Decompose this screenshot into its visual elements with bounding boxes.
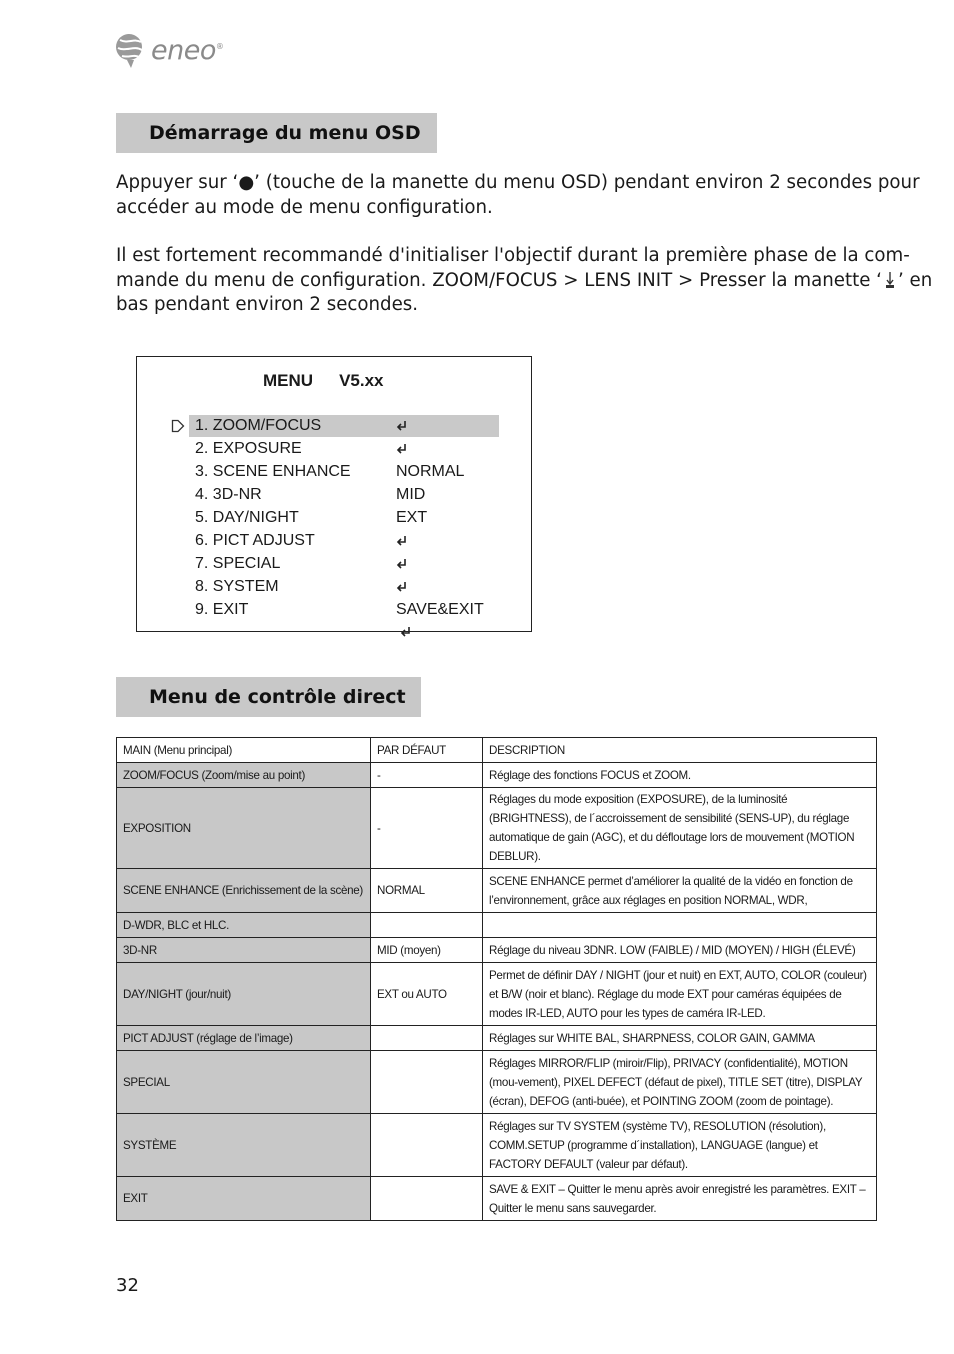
lens-line-3: bas pendant environ 2 secondes. (116, 294, 419, 315)
lens-line-2: mande du menu de configuration. ZOOM/FOCUS > LENS INIT > Presser la manette ‘ ’ en (116, 269, 933, 291)
table-row (117, 938, 877, 963)
cell-main: PICT ADJUST (réglage de l’image) (117, 1026, 371, 1051)
osd-item-label: 4. 3D-NR (195, 486, 262, 503)
cell-description: Permet de définir DAY / NIGHT (jour et nuit) en EXT, AUTO, COLOR (couleur) et B/W (noir et blanc). Réglage du mode EXT pour caméras équipées de modes IR-LED, AUTO pour les types de caméra IR-LED. (483, 963, 877, 1026)
intro-paragraph (116, 171, 920, 220)
table-row (117, 869, 877, 913)
osd-item-label: 6. PICT ADJUST (195, 532, 315, 549)
osd-item-value (396, 576, 408, 598)
cell-main: ZOOM/FOCUS (Zoom/mise au point) (117, 763, 371, 788)
cell-description: SCENE ENHANCE permet d’améliorer la qualité de la vidéo en fonction de l’environnement, grâce aux réglages en position NORMAL, WDR, (483, 869, 877, 913)
table-row (117, 1177, 877, 1221)
table-row (117, 963, 877, 1026)
table-row (117, 1114, 877, 1177)
osd-item-value (396, 415, 408, 437)
cell-default: NORMAL (371, 869, 483, 913)
enter-icon (396, 578, 408, 595)
osd-menu-item (189, 484, 499, 506)
cell-main: SPECIAL (117, 1051, 371, 1114)
osd-item-label: 2. EXPOSURE (195, 440, 302, 457)
osd-menu-item (189, 438, 499, 460)
table-header-row (117, 738, 877, 763)
osd-item-label: 9. EXIT (195, 601, 249, 618)
osd-menu-title: MENU V5.xx (263, 371, 384, 390)
table-row (117, 1051, 877, 1114)
cell-main: 3D-NR (117, 938, 371, 963)
brand-wordmark: eneo® (151, 34, 224, 66)
cell-default: - (371, 788, 483, 869)
eneo-logo-icon (114, 30, 148, 70)
cell-default (371, 1051, 483, 1114)
cell-description: Réglages sur TV SYSTEM (système TV), RESOLUTION (résolution), COMM.SETUP (programme d´installation), LANGUAGE (langue) et FACTORY DEFAULT (valeur par défaut). (483, 1114, 877, 1177)
cell-description: SAVE & EXIT – Quitter le menu après avoir enregistré les paramètres. EXIT – Quitter le menu sans sauvegarder. (483, 1177, 877, 1221)
intro-line-1: Appuyer sur ‘●’ (touche de la manette du menu OSD) pendant environ 2 secondes pour (116, 172, 920, 193)
osd-menu-screen (136, 356, 532, 632)
cell-main: EXPOSITION (117, 788, 371, 869)
osd-menu-item (189, 461, 499, 483)
cell-main: D-WDR, BLC et HLC. (117, 913, 371, 938)
enter-icon (396, 555, 408, 572)
brand-logo (114, 30, 223, 70)
cell-default (371, 913, 483, 938)
osd-item-label: 7. SPECIAL (195, 555, 281, 572)
cell-default: - (371, 763, 483, 788)
osd-menu-item (189, 553, 499, 575)
osd-item-label: 8. SYSTEM (195, 578, 279, 595)
cell-main: SCENE ENHANCE (Enrichissement de la scène) (117, 869, 371, 913)
enter-icon (396, 440, 408, 457)
page-number: 32 (116, 1275, 139, 1296)
osd-item-value: EXT (396, 509, 428, 526)
cell-default (371, 1026, 483, 1051)
osd-menu-item (189, 507, 499, 529)
section-heading-direct-control: Menu de contrôle direct (116, 677, 421, 717)
osd-menu-item (189, 530, 499, 552)
osd-item-label: 5. DAY/NIGHT (195, 509, 299, 526)
cell-description: Réglage du niveau 3DNR. LOW (FAIBLE) / MID (MOYEN) / HIGH (ÉLEVÉ) (483, 938, 877, 963)
cell-main: DAY/NIGHT (jour/nuit) (117, 963, 371, 1026)
osd-menu-item (189, 576, 499, 598)
osd-menu-item (189, 599, 499, 621)
osd-item-value (396, 438, 408, 460)
table-row (117, 1026, 877, 1051)
header-default: PAR DÉFAUT (371, 738, 483, 763)
table-row (117, 788, 877, 869)
header-description: DESCRIPTION (483, 738, 877, 763)
menu-cursor-icon (171, 419, 185, 433)
osd-item-value: NORMAL (396, 463, 465, 480)
cell-main: SYSTÈME (117, 1114, 371, 1177)
osd-item-value (396, 530, 408, 552)
osd-item-value (396, 553, 408, 575)
cell-default: EXT ou AUTO (371, 963, 483, 1026)
osd-item-value: MID (396, 486, 426, 503)
enter-icon (396, 417, 408, 434)
section-heading-osd: Démarrage du menu OSD (116, 113, 437, 153)
cell-description: Réglages du mode exposition (EXPOSURE), de la luminosité (BRIGHTNESS), de l´accroissement de sensibilité (SENS-UP), du réglage automatique de gain (AGC), et du défloutage lors de mouvement (MOTION DEBLUR). (483, 788, 877, 869)
cell-default: MID (moyen) (371, 938, 483, 963)
enter-icon (396, 532, 408, 549)
osd-item-label: 1. ZOOM/FOCUS (195, 417, 322, 434)
lens-init-paragraph (116, 244, 933, 318)
osd-item-label: 3. SCENE ENHANCE (195, 463, 351, 480)
lens-line-1: Il est fortement recommandé d'initialiser l'objectif durant la première phase de la com- (116, 245, 910, 266)
cell-main: EXIT (117, 1177, 371, 1221)
osd-menu-item (189, 415, 499, 437)
table-row (117, 763, 877, 788)
cell-default (371, 1177, 483, 1221)
enter-icon (400, 623, 412, 640)
cell-default (371, 1114, 483, 1177)
intro-line-2: accéder au mode de menu configuration. (116, 196, 493, 218)
cell-description: Réglages MIRROR/FLIP (miroir/Flip), PRIVACY (confidentialité), MOTION (mou-vement), PIXEL DEFECT (défaut de pixel), TITLE SET (titre), DISPLAY (écran), DEFOG (anti-buée), et POINTING ZOOM (zoom de pointage). (483, 1051, 877, 1114)
joystick-down-icon (884, 271, 896, 289)
cell-description: Réglages sur WHITE BAL, SHARPNESS, COLOR GAIN, GAMMA (483, 1026, 877, 1051)
header-main: MAIN (Menu principal) (117, 738, 371, 763)
direct-control-table (116, 737, 877, 1221)
osd-item-value: SAVE&EXIT (396, 599, 499, 648)
cell-description: Réglage des fonctions FOCUS et ZOOM. (483, 763, 877, 788)
cell-description (483, 913, 877, 938)
table-row (117, 913, 877, 938)
